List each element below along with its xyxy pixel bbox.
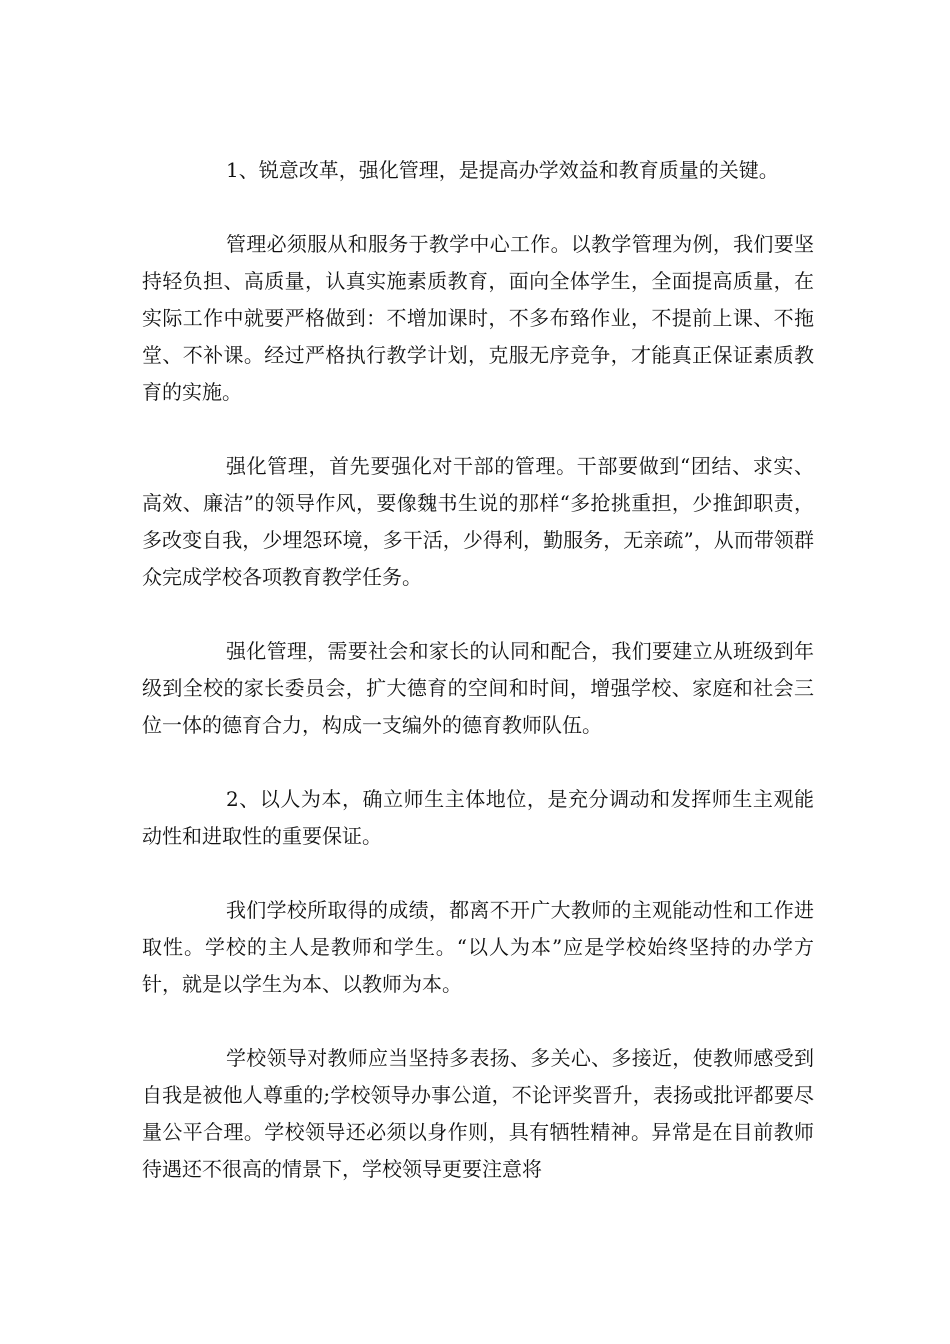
paragraph-cadre-management: 强化管理，首先要强化对干部的管理。干部要做到“团结、求实、高效、廉洁”的领导作风，要像魏书生说的那样“多抢挑重担，少推卸职责，多改变自我，少埋怨环境，多干活，少得利，勤服务，无亲疏”，从而带领群众完成学校各项教育教学任务。 (142, 454, 814, 589)
paragraph-people-oriented-heading: 2、以人为本，确立师生主体地位，是充分调动和发挥师生主观能动性和进取性的重要保证。 (142, 787, 814, 848)
paragraph-school-achievements: 我们学校所取得的成绩，都离不开广大教师的主观能动性和工作进取性。学校的主人是教师和学生。“以人为本”应是学校始终坚持的办学方针，就是以学生为本、以教师为本。 (142, 898, 814, 996)
paragraph-parent-committee: 强化管理，需要社会和家长的认同和配合，我们要建立从班级到年级到全校的家长委员会，扩大德育的空间和时间，增强学校、家庭和社会三位一体的德育合力，构成一支编外的德育教师队伍。 (142, 639, 814, 737)
paragraph-leadership-conduct: 学校领导对教师应当坚持多表扬、多关心、多接近，使教师感受到自我是被他人尊重的;学校领导办事公道，不论评奖晋升，表扬或批评都要尽量公平合理。学校领导还必须以身作则，具有牺牲精神。异常是在目前教师待遇还不很高的情景下，学校领导更要注意将 (142, 1046, 814, 1181)
paragraph-teaching-management: 管理必须服从和服务于教学中心工作。以教学管理为例，我们要坚持轻负担、高质量，认真实施素质教育，面向全体学生，全面提高质量，在实际工作中就要严格做到：不增加课时，不多布臵作业，不提前上课、不拖堂、不补课。经过严格执行教学计划，克服无序竞争，才能真正保证素质教育的实施。 (142, 232, 814, 404)
paragraph-reform-heading: 1、锐意改革，强化管理，是提高办学效益和教育质量的关键。 (226, 158, 779, 182)
document-body (142, 152, 814, 1225)
